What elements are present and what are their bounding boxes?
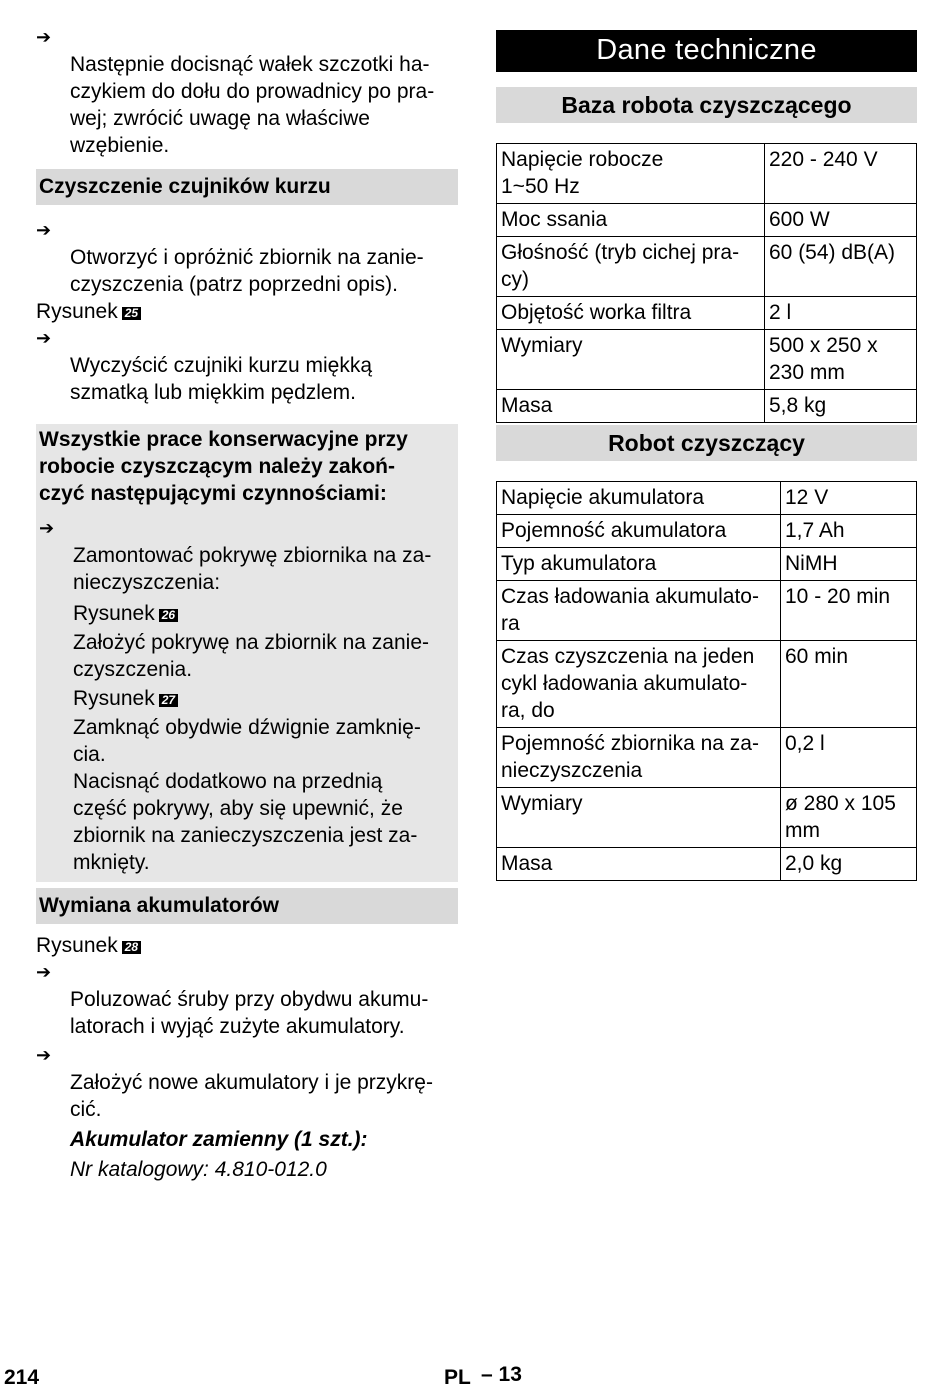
spec-row [497,204,917,237]
spec-label: Wymiary [497,330,765,390]
notice-substep-2: Zamknąć obydwie dźwignie zamknię- cia. [73,716,421,766]
spec-value: NiMH [781,548,917,581]
figure-number-badge: 25 [122,307,141,320]
notice-substep-3: Nacisnąć dodatkowo na przednią część pokrywy, aby się upewnić, że zbiornik na zanieczyszczenia jest za- mknięty. [73,770,418,874]
right-column [496,30,917,881]
spec-value: 220 - 240 V [765,144,917,204]
figure-label: Rysunek [36,934,118,957]
spec-row [497,330,917,390]
maintenance-notice-box [36,424,458,882]
spec-label: Napięcie robocze 1~50 Hz [497,144,765,204]
figure-reference-26 [39,600,455,627]
spec-label: Wymiary [497,788,781,848]
section-heading-dust-sensors: Czyszczenie czujników kurzu [36,169,458,205]
spec-value: 10 - 20 min [781,581,917,641]
figure-number-badge: 27 [159,694,178,707]
battery-step-2 [36,1042,458,1123]
spec-label: Pojemność akumulatora [497,515,781,548]
intro-step-text: Następnie docisnąć wałek szczotki ha- czykiem do dołu do prowadnicy po pra- wej; zwrócić uwagę na właściwe wzębienie. [70,53,435,157]
language-code: PL [444,1366,471,1389]
spec-row [497,728,917,788]
spec-row [497,848,917,881]
battery-step-2-text: Założyć nowe akumulatory i je przykrę- cić. [70,1071,433,1121]
notice-title: Wszystkie prace konserwacyjne przy robocie czyszczącym należy zakoń- czyć następującymi czynnościami: [39,428,408,505]
spec-row [497,581,917,641]
spec-row [497,144,917,204]
page-number: 214 [4,1366,40,1389]
spec-label: Pojemność zbiornika na za- nieczyszczenia [497,728,781,788]
section-heading-battery-replacement: Wymiana akumulatorów [36,888,458,924]
spec-row [497,515,917,548]
spec-value: 1,7 Ah [781,515,917,548]
battery-step-1 [36,959,458,1040]
spec-label: Moc ssania [497,204,765,237]
figure-number-badge: 28 [122,941,141,954]
spare-battery-title: Akumulator zamienny (1 szt.): [70,1128,368,1151]
spec-value: 5,8 kg [765,390,917,423]
dust-step-2 [36,325,458,406]
spec-row [497,482,917,515]
section-page-number: – 13 [481,1363,522,1386]
spec-value: 2 l [765,297,917,330]
arrow-right-icon: ➔ [36,1045,52,1065]
spec-value: 12 V [781,482,917,515]
robot-specs-table [496,481,917,881]
figure-label: Rysunek [73,602,155,625]
spec-value: 60 (54) dB(A) [765,237,917,297]
arrow-right-icon: ➔ [36,328,52,348]
figure-label: Rysunek [36,300,118,323]
spec-label: Typ akumulatora [497,548,781,581]
spec-value: ø 280 x 105 mm [781,788,917,848]
figure-reference-28 [36,932,458,959]
notice-substep-1: Założyć pokrywę na zbiornik na zanie- czyszczenia. [73,631,429,681]
spec-value: 0,2 l [781,728,917,788]
dust-step-2-text: Wyczyścić czujniki kurzu miękką szmatką lub miękkim pędzlem. [70,354,373,404]
left-column [36,24,458,1183]
figure-reference-27 [39,685,455,712]
base-specs-table [496,143,917,423]
spec-row [497,297,917,330]
spec-label: Masa [497,390,765,423]
spec-value: 60 min [781,641,917,728]
arrow-right-icon: ➔ [36,962,52,982]
spare-battery-catalog-number: Nr katalogowy: 4.810-012.0 [70,1158,327,1181]
spec-label: Masa [497,848,781,881]
notice-step-text: Zamontować pokrywę zbiornika na za- nieczyszczenia: [73,544,432,594]
figure-label: Rysunek [73,687,155,710]
base-section-title: Baza robota czyszczącego [496,87,917,123]
figure-reference-25 [36,298,458,325]
spec-row [497,548,917,581]
spec-value: 600 W [765,204,917,237]
technical-data-title: Dane techniczne [496,30,917,72]
spec-row [497,237,917,297]
robot-section-title: Robot czyszczący [496,425,917,461]
notice-step [39,515,455,596]
spec-label: Czas czyszczenia na jeden cykl ładowania akumulato- ra, do [497,641,781,728]
spec-label: Napięcie akumulatora [497,482,781,515]
spec-label: Objętość worka filtra [497,297,765,330]
spec-value: 2,0 kg [781,848,917,881]
dust-step-1-text: Otworzyć i opróżnić zbiornik na zanie- czyszczenia (patrz poprzedni opis). [70,246,424,296]
spec-row [497,390,917,423]
figure-number-badge: 26 [159,609,178,622]
spec-value: 500 x 250 x 230 mm [765,330,917,390]
spec-row [497,641,917,728]
spec-row [497,788,917,848]
battery-step-1-text: Poluzować śruby przy obydwu akumu- latorach i wyjąć zużyte akumulatory. [70,988,429,1038]
spec-label: Głośność (tryb cichej pra- cy) [497,237,765,297]
dust-step-1 [36,217,458,298]
arrow-right-icon: ➔ [36,220,52,240]
spec-label: Czas ładowania akumulato- ra [497,581,781,641]
intro-step [36,24,458,159]
arrow-right-icon: ➔ [39,518,55,538]
arrow-right-icon: ➔ [36,27,52,47]
